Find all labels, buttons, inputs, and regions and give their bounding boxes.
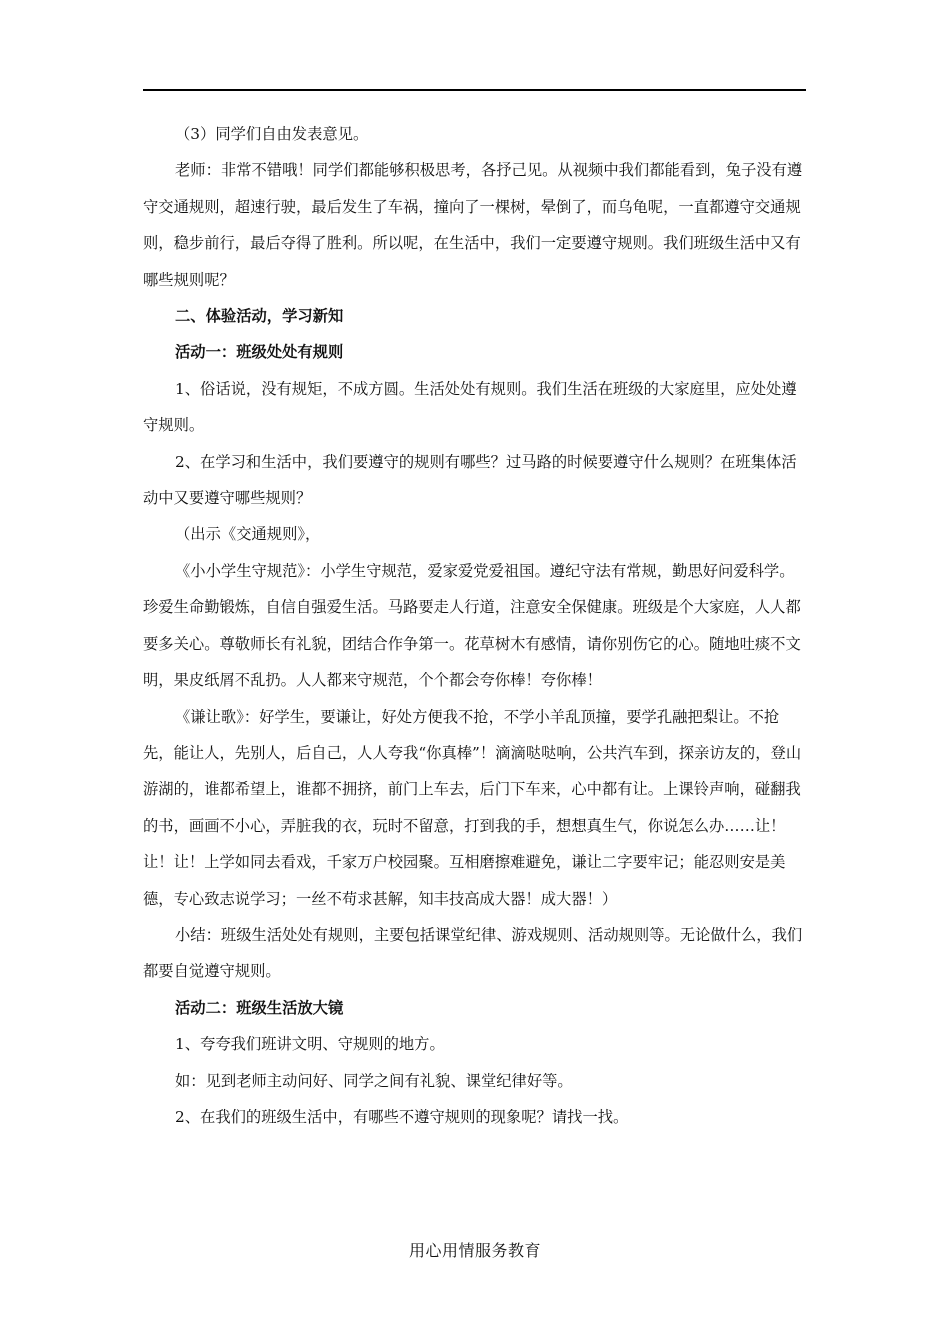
paragraph-summary: 小结：班级生活处处有规则，主要包括课堂纪律、游戏规则、活动规则等。无论做什么，我们都要自觉遵守规则。 <box>143 925 803 981</box>
document-body <box>143 116 806 1135</box>
section-heading-experience: 二、体验活动，学习新知 <box>175 307 344 326</box>
paragraph-examples: 如：见到老师主动问好、同学之间有礼貌、课堂纪律好等。 <box>175 1071 573 1090</box>
paragraph-rules-question: 2、在学习和生活中，我们要遵守的规则有哪些？过马路的时候要遵守什么规则？在班集体活动中又要遵守哪些规则？ <box>143 452 797 508</box>
paragraph-rules-everywhere: 1、俗话说，没有规矩，不成方圆。生活处处有规则。我们生活在班级的大家庭里，应处处遵守规则。 <box>143 379 797 435</box>
paragraph-praise-class: 1、夸夸我们班讲文明、守规则的地方。 <box>175 1035 445 1054</box>
paragraph-modesty-song: 《谦让歌》：好学生，要谦让，好处方便我不抢，不学小羊乱顶撞，要学孔融把梨让。不抢先，能让人，先别人，后自己，人人夸我“你真棒”！滴滴哒哒响，公共汽车到，探亲访友的，登山游湖的，谁都希望上，谁都不拥挤，前门上车去，后门下车来，心中都有让。上课铃声响，碰翻我的书，画画不小心，弄脏我的衣，玩时不留意，打到我的手，想想真生气，你说怎么办……让！让！让！上学如同去看戏，千家万户校园聚。互相磨擦难避免，谦让二字要牢记；能忍则安是美德，专心致志说学习；一丝不苟求甚解，知丰技高成大器！成大器！） <box>143 707 802 908</box>
paragraph-students-opinion: （3）同学们自由发表意见。 <box>175 125 369 143</box>
activity-heading-two: 活动二：班级生活放大镜 <box>175 998 344 1017</box>
paragraph-student-norms: 《小小学生守规范》：小学生守规范，爱家爱党爱祖国。遵纪守法有常规，勤思好问爱科学。珍爱生命勤锻炼，自信自强爱生活。马路要走人行道，注意安全保健康。班级是个大家庭，人人都要多关心。尊敬师长有礼貌，团结合作争第一。花草树木有感情，请你别伤它的心。随地吐痰不文明，果皮纸屑不乱扔。人人都来守规范，个个都会夸你棒！夸你棒！ <box>143 561 801 690</box>
page-footer: 用心用情服务教育 <box>408 1241 541 1260</box>
paragraph-show-traffic-rules: （出示《交通规则》， <box>175 525 321 544</box>
header-rule <box>143 89 806 91</box>
paragraph-find-violations: 2、在我们的班级生活中，有哪些不遵守规则的现象呢？请找一找。 <box>175 1107 629 1126</box>
activity-heading-one: 活动一：班级处处有规则 <box>175 343 344 362</box>
paragraph-teacher-remark: 老师：非常不错哦！同学们都能够积极思考，各抒己见。从视频中我们都能看到，兔子没有遵守交通规则，超速行驶，最后发生了车祸，撞向了一棵树，晕倒了，而乌龟呢，一直都遵守交通规则，稳步前行，最后夺得了胜利。所以呢，在生活中，我们一定要遵守规则。我们班级生活中又有哪些规则呢？ <box>143 161 803 289</box>
